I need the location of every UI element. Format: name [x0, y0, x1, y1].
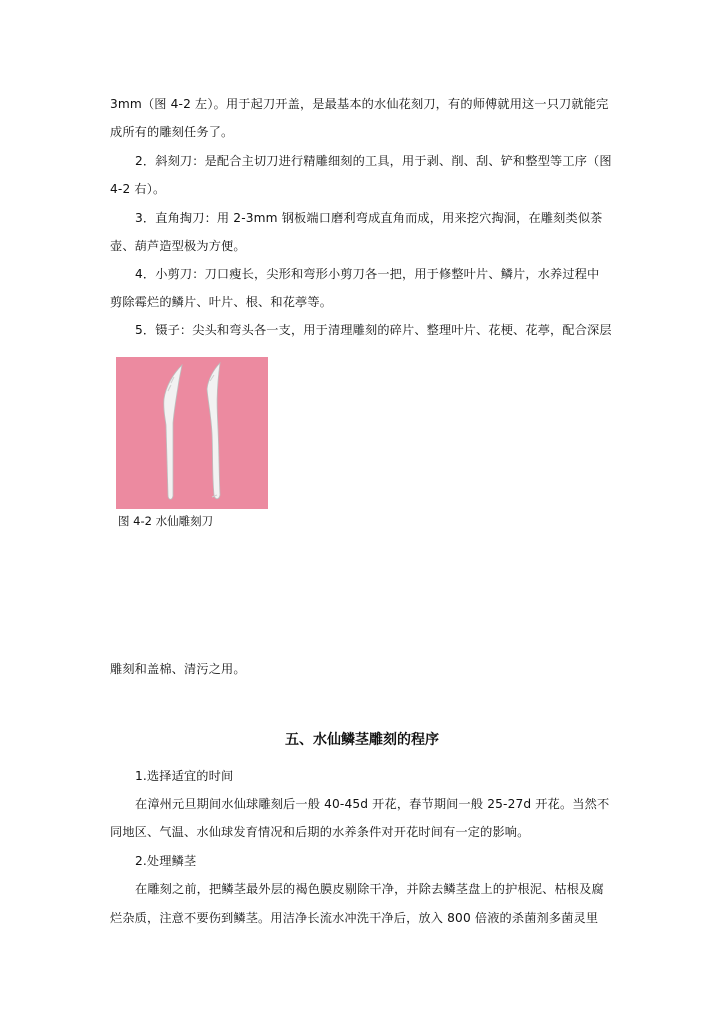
paragraph-line: 在雕刻之前，把鳞茎最外层的褐色膜皮剔除干净，并除去鳞茎盘上的护根泥、枯根及腐	[135, 882, 604, 896]
paragraph-line: 3．直角掏刀：用 2-3mm 钢板端口磨利弯成直角而成，用来挖穴掏洞，在雕刻类似茶	[135, 211, 603, 225]
paragraph-line: 雕刻和盖棉、清污之用。	[110, 662, 246, 676]
paragraph-line: 3mm（图 4-2 左）。用于起刀开盖，是最基本的水仙花刻刀，有的师傅就用这一只刀就能完	[110, 97, 609, 111]
paragraph-line: 壶、葫芦造型极为方便。	[110, 239, 246, 253]
left-knife	[164, 365, 182, 499]
section-title: 五、水仙鳞茎雕刻的程序	[285, 732, 439, 748]
paragraph-line: 同地区、气温、水仙球发育情况和后期的水养条件对开花时间有一定的影响。	[110, 825, 530, 839]
subsection-heading: 2.处理鳞茎	[135, 854, 197, 868]
paragraph-line: 在漳州元旦期间水仙球雕刻后一般 40-45d 开花，春节期间一般 25-27d 开花。当然不	[135, 797, 610, 811]
knife-photo	[116, 357, 268, 509]
paragraph-line: 剪除霉烂的鳞片、叶片、根、和花葶等。	[110, 295, 333, 309]
paragraph-line: 烂杂质，注意不要伤到鳞茎。用洁净长流水冲洗干净后，放入 800 倍液的杀菌剂多菌灵里	[110, 911, 599, 925]
paragraph-line: 5．镊子：尖头和弯头各一支，用于清理雕刻的碎片、整理叶片、花梗、花葶，配合深层	[135, 323, 612, 337]
right-knife	[207, 363, 220, 499]
knife-illustration	[116, 357, 268, 509]
subsection-heading: 1.选择适宜的时间	[135, 769, 234, 783]
figure-caption: 图 4-2 水仙雕刻刀	[118, 514, 214, 528]
paragraph-line: 4．小剪刀：刀口瘦长，尖形和弯形小剪刀各一把，用于修整叶片、鳞片，水养过程中	[135, 267, 600, 281]
paragraph-line: 4-2 右）。	[110, 182, 166, 196]
paragraph-line: 2．斜刻刀：是配合主切刀进行精雕细刻的工具，用于剥、削、刮、铲和整型等工序（图	[135, 154, 612, 168]
paragraph-line: 成所有的雕刻任务了。	[110, 125, 234, 139]
